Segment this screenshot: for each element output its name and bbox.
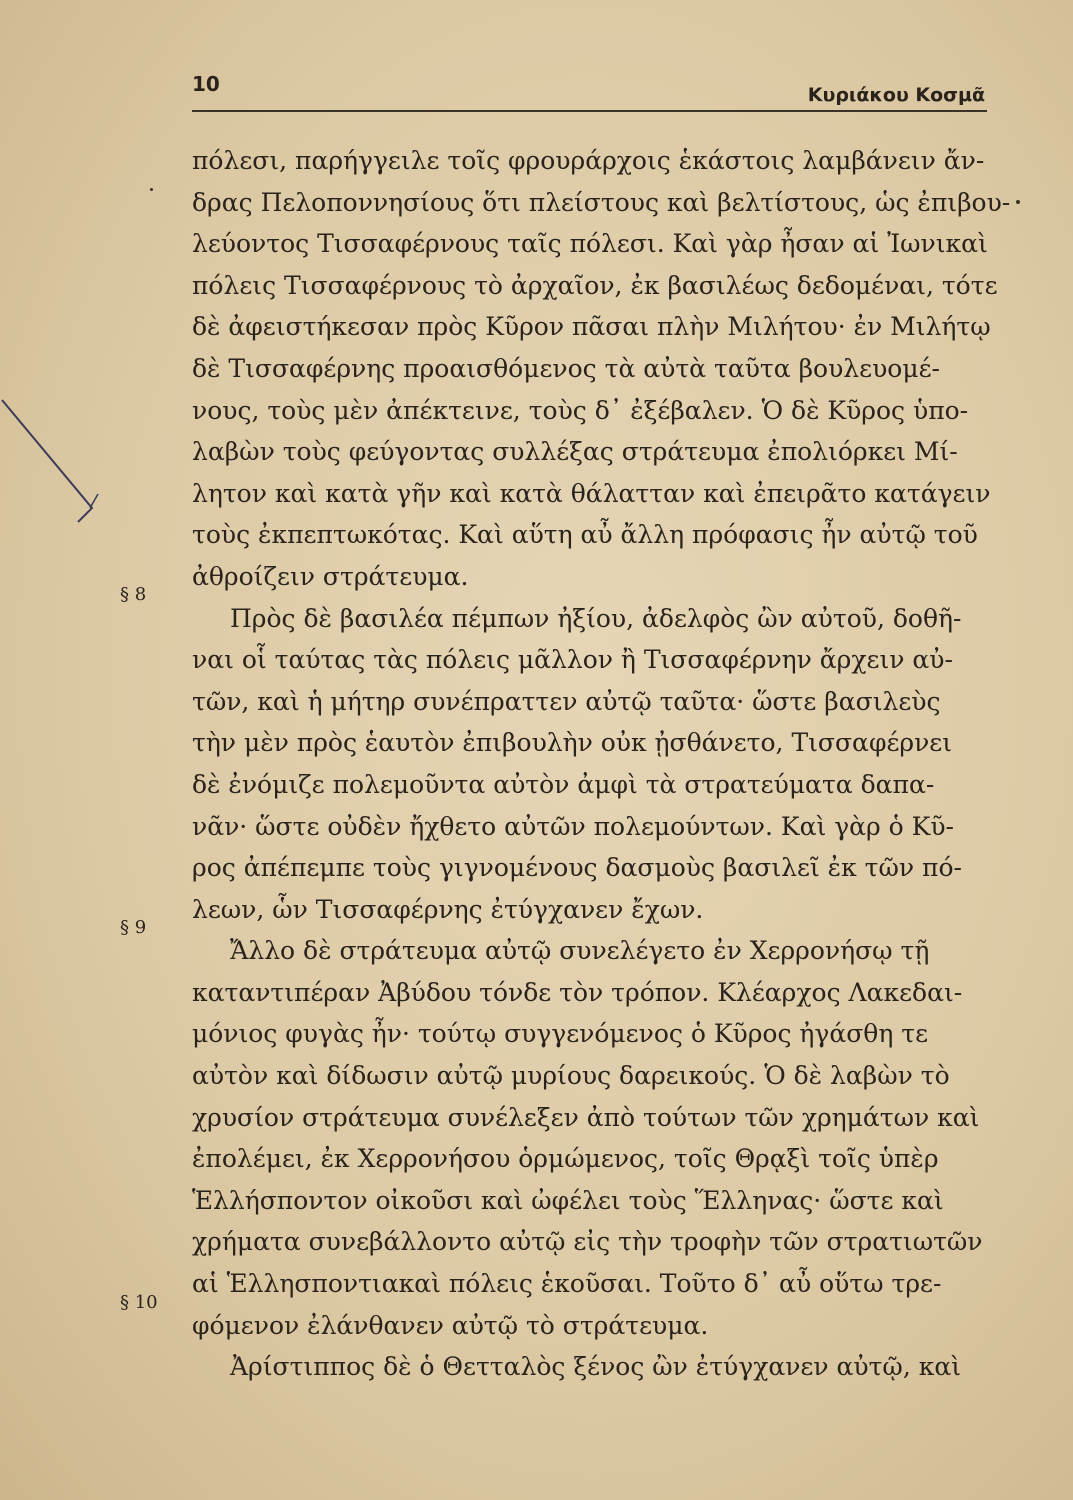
text-line: ἐπολέμει, ἐκ Χερρονήσου ὁρμώμενος, τοῖς Θρᾳξὶ τοῖς ὑπὲρ [192, 1144, 939, 1174]
text-line: χρυσίον στράτευμα συνέλεξεν ἀπὸ τούτων τῶν χρημάτων καὶ [192, 1102, 980, 1132]
text-line: δὲ ἀφειστήκεσαν πρὸς Κῦρον πᾶσαι πλὴν Μιλήτου· ἐν Μιλήτῳ [192, 312, 991, 342]
text-line: δὲ Τισσαφέρνης προαισθόμενος τὰ αὐτὰ ταῦτα βουλευομέ- [192, 353, 940, 383]
text-line: πόλεις Τισσαφέρνους τὸ ἀρχαῖον, ἐκ βασιλέως δεδομέναι, τότε [192, 270, 998, 300]
text-line: Ἄλλο δὲ στράτευμα αὐτῷ συνελέγετο ἐν Χερρονήσῳ τῇ [230, 936, 930, 966]
margin-dot [150, 188, 153, 191]
text-line: νους, τοὺς μὲν ἀπέκτεινε, τοὺς δ᾽ ἐξέβαλεν. Ὁ δὲ Κῦρος ὑπο- [192, 395, 969, 425]
text-line: Ἑλλήσποντον οἰκοῦσι καὶ ὠφέλει τοὺς Ἕλληνας· ὥστε καὶ [192, 1185, 944, 1215]
text-line: καταντιπέραν Ἀβύδου τόνδε τὸν τρόπον. Κλέαρχος Λακεδαι- [192, 977, 963, 1007]
text-line: τὴν μὲν πρὸς ἑαυτὸν ἐπιβουλὴν οὐκ ᾐσθάνετο, Τισσαφέρνει [192, 728, 953, 758]
margin-dot [1016, 200, 1020, 204]
text-line: πόλεσι, παρήγγειλε τοῖς φρουράρχοις ἑκάστοις λαμβάνειν ἄν- [192, 146, 985, 175]
text-line: Πρὸς δὲ βασιλέα πέμπων ἠξίου, ἀδελφὸς ὢν αὐτοῦ, δοθῆ- [230, 603, 962, 633]
text-line: λαβὼν τοὺς φεύγοντας συλλέξας στράτευμα ἐπολιόρκει Μί- [192, 437, 958, 467]
text-line: λητον καὶ κατὰ γῆν καὶ κατὰ θάλατταν καὶ ἐπειρᾶτο κατάγειν [192, 478, 991, 508]
text-line: ναι οἷ ταύτας τὰς πόλεις μᾶλλον ἢ Τισσαφέρνην ἄρχειν αὐ- [192, 645, 953, 675]
paragraph [192, 1346, 1007, 1388]
margin-pencil-mark [0, 390, 110, 540]
text-line: αἱ Ἑλλησποντιακαὶ πόλεις ἑκοῦσαι. Τοῦτο δ᾽ αὖ οὕτω τρε- [192, 1269, 942, 1299]
paragraph [192, 140, 1011, 598]
section-mark-8: § 8 [120, 584, 147, 605]
text-line: Ἀρίστιππος δὲ ὁ Θετταλὸς ξένος ὢν ἐτύγχανεν αὐτῷ, καὶ [230, 1352, 962, 1382]
text-line: ἀθροίζειν στράτευμα. [192, 561, 469, 591]
text-line: λεων, ὧν Τισσαφέρνης ἐτύγχανεν ἔχων. [192, 894, 704, 924]
header-rule [192, 110, 987, 112]
paragraph [192, 930, 1007, 1346]
text-line: νᾶν· ὥστε οὐδὲν ἤχθετο αὐτῶν πολεμούντων. Καὶ γὰρ ὁ Κῦ- [192, 811, 954, 841]
body-text [192, 140, 1011, 1388]
text-line: χρήματα συνεβάλλοντο αὐτῷ εἰς τὴν τροφὴν τῶν στρατιωτῶν [192, 1227, 983, 1257]
text-line: δὲ ἐνόμιζε πολεμοῦντα αὐτὸν ἀμφὶ τὰ στρατεύματα δαπα- [192, 769, 935, 799]
text-line: φόμενον ἐλάνθανεν αὐτῷ τὸ στράτευμα. [192, 1310, 709, 1340]
text-line: αὐτὸν καὶ δίδωσιν αὐτῷ μυρίους δαρεικούς. Ὁ δὲ λαβὼν τὸ [192, 1061, 950, 1091]
text-line: λεύοντος Τισσαφέρνους ταῖς πόλεσι. Καὶ γὰρ ἦσαν αἱ Ἰωνικαὶ [192, 229, 988, 259]
paragraph [192, 598, 1007, 931]
text-line: μόνιος φυγὰς ἦν· τούτῳ συγγενόμενος ὁ Κῦρος ἠγάσθη τε [192, 1019, 929, 1049]
running-title: Κυριάκου Κοσμᾶ [807, 84, 985, 106]
section-mark-9: § 9 [120, 917, 147, 938]
text-line: ρος ἀπέπεμπε τοὺς γιγνομένους δασμοὺς βασιλεῖ ἐκ τῶν πό- [192, 853, 962, 883]
section-mark-10: § 10 [120, 1292, 158, 1313]
text-line: δρας Πελοποννησίους ὅτι πλείστους καὶ βελτίστους, ὡς ἐπιβου- [192, 187, 1011, 217]
text-line: τῶν, καὶ ἡ μήτηρ συνέπραττεν αὐτῷ ταῦτα· ὥστε βασιλεὺς [192, 686, 941, 716]
page-number: 10 [192, 72, 220, 96]
text-line: τοὺς ἐκπεπτωκότας. Καὶ αὕτη αὖ ἄλλη πρόφασις ἦν αὐτῷ τοῦ [192, 520, 978, 550]
